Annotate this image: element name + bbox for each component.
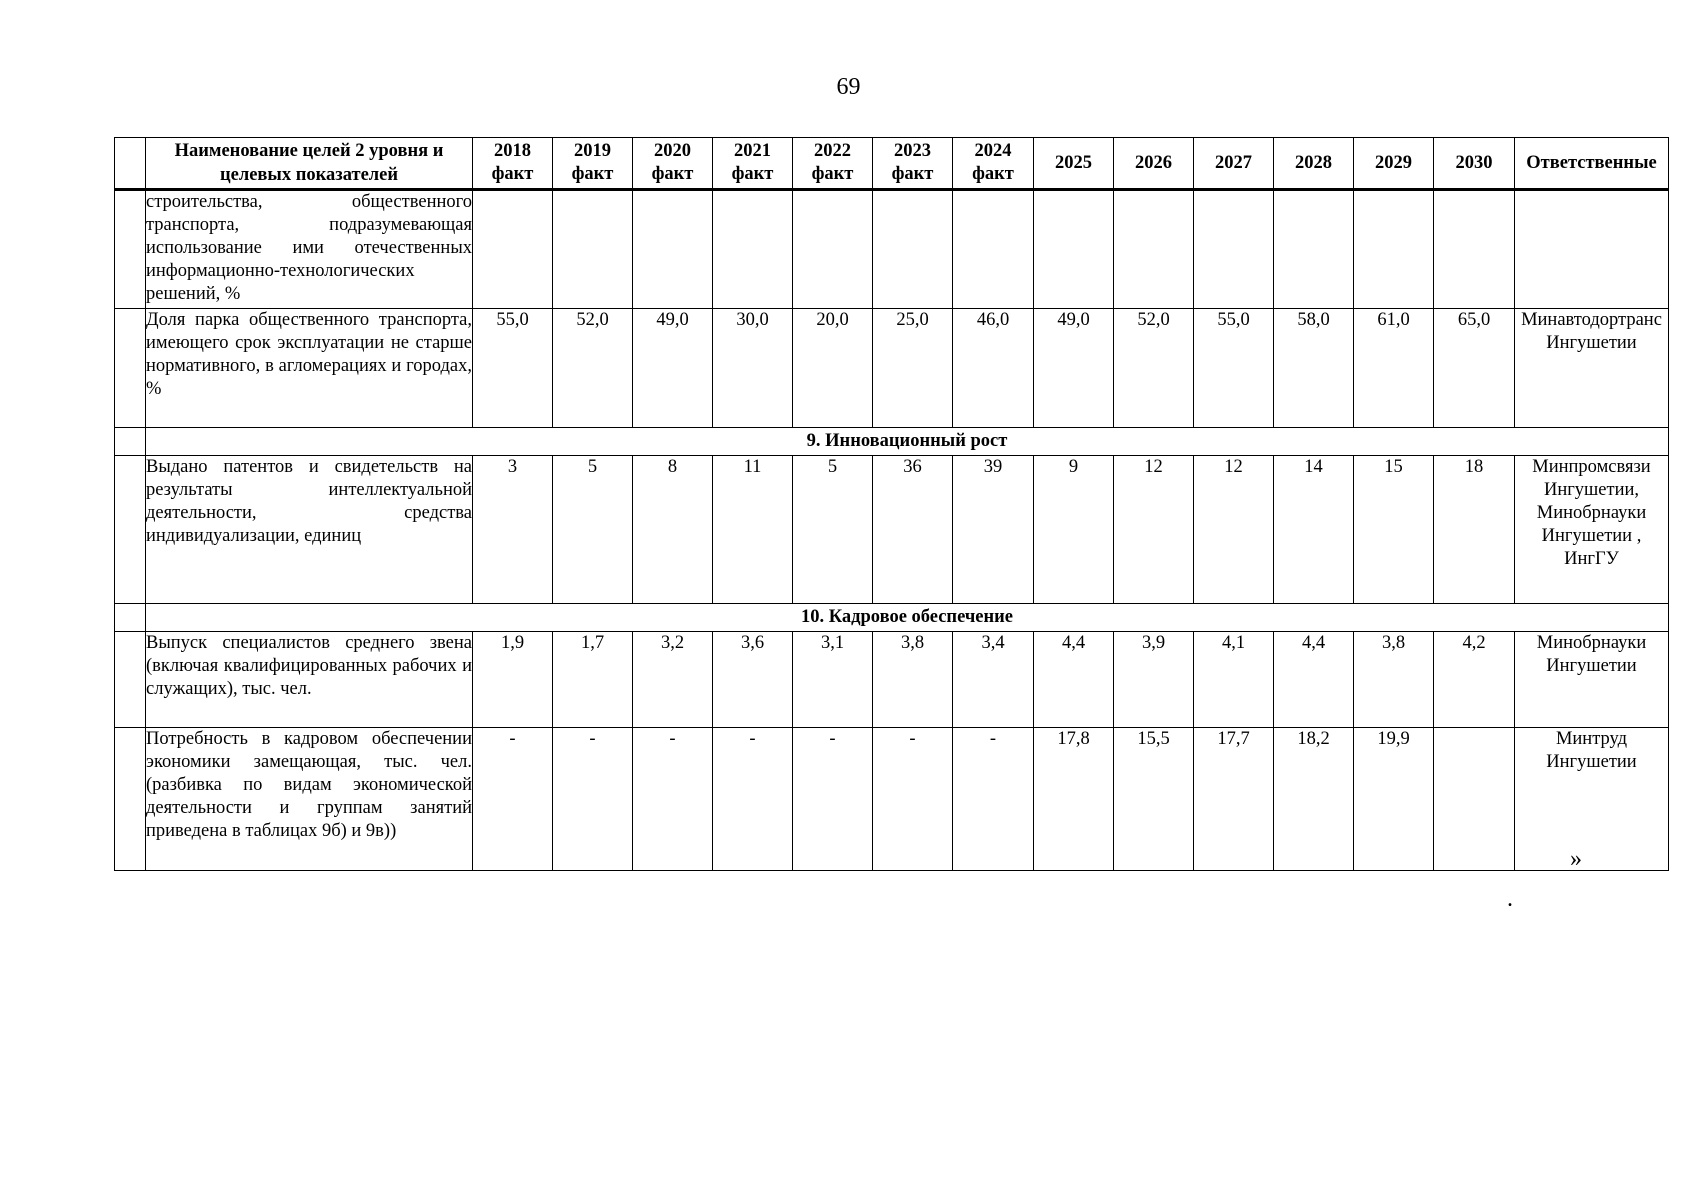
value-cell: 52,0: [553, 309, 633, 428]
indicator-name: Выдано патентов и свидетельств на результаты интеллектуальной деятельности, средства индивидуализации, единиц: [146, 456, 473, 604]
header-year-2025: 2025: [1034, 138, 1114, 190]
header-year-2019: 2019 факт: [553, 138, 633, 190]
value-cell: 25,0: [873, 309, 953, 428]
indicator-name: Потребность в кадровом обеспечении экономики замещающая, тыс. чел. (разбивка по видам экономической деятельности и группам занятий приведена в таблицах 9б) и 9в)): [146, 728, 473, 871]
blank-header-cell: [115, 138, 146, 190]
value-cell: 49,0: [1034, 309, 1114, 428]
header-year-2030: 2030: [1434, 138, 1515, 190]
header-year-2018: 2018 факт: [473, 138, 553, 190]
value-cell: [553, 190, 633, 309]
value-cell: [633, 190, 713, 309]
value-cell: 14: [1274, 456, 1354, 604]
value-cell: 4,2: [1434, 632, 1515, 728]
value-cell: -: [873, 728, 953, 871]
value-cell: 17,8: [1034, 728, 1114, 871]
value-cell: 46,0: [953, 309, 1034, 428]
blank-cell: [115, 728, 146, 871]
value-cell: 3,2: [633, 632, 713, 728]
value-cell: 20,0: [793, 309, 873, 428]
value-cell: -: [713, 728, 793, 871]
value-cell: [1274, 190, 1354, 309]
table-row: [115, 190, 1669, 309]
value-cell: 17,7: [1194, 728, 1274, 871]
table-row: [115, 632, 1669, 728]
value-cell: 11: [713, 456, 793, 604]
value-cell: 18: [1434, 456, 1515, 604]
value-cell: 55,0: [473, 309, 553, 428]
value-cell: 1,9: [473, 632, 553, 728]
value-cell: 49,0: [633, 309, 713, 428]
value-cell: 9: [1034, 456, 1114, 604]
value-cell: 4,1: [1194, 632, 1274, 728]
page-number: 69: [836, 74, 861, 100]
value-cell: 39: [953, 456, 1034, 604]
value-cell: -: [473, 728, 553, 871]
value-cell: -: [633, 728, 713, 871]
header-year-2027: 2027: [1194, 138, 1274, 190]
value-cell: [1434, 190, 1515, 309]
value-cell: [793, 190, 873, 309]
responsible-cell: Минавтодортранс Ингушетии: [1515, 309, 1669, 428]
blank-cell: [115, 604, 146, 632]
value-cell: 55,0: [1194, 309, 1274, 428]
value-cell: 36: [873, 456, 953, 604]
value-cell: 18,2: [1274, 728, 1354, 871]
value-cell: 61,0: [1354, 309, 1434, 428]
header-indicator-name: Наименование целей 2 уровня и целевых показателей: [146, 138, 473, 190]
blank-cell: [115, 190, 146, 309]
blank-cell: [115, 309, 146, 428]
value-cell: [1194, 190, 1274, 309]
header-year-2026: 2026: [1114, 138, 1194, 190]
value-cell: 3,8: [873, 632, 953, 728]
value-cell: 15: [1354, 456, 1434, 604]
value-cell: 3,1: [793, 632, 873, 728]
header-year-2022: 2022 факт: [793, 138, 873, 190]
value-cell: 12: [1114, 456, 1194, 604]
value-cell: 30,0: [713, 309, 793, 428]
blank-cell: [115, 456, 146, 604]
value-cell: [953, 190, 1034, 309]
responsible-cell: Минтруд Ингушетии: [1515, 728, 1669, 871]
table-row: [115, 309, 1669, 428]
indicator-name: строительства, общественного транспорта, подразумевающая использование ими отечественных информационно-технологических решений, %: [146, 190, 473, 309]
value-cell: 12: [1194, 456, 1274, 604]
responsible-cell: Минпромсвязи Ингушетии, Минобрнауки Ингушетии , ИнгГУ: [1515, 456, 1669, 604]
value-cell: 5: [793, 456, 873, 604]
table-header-row: [115, 138, 1669, 190]
value-cell: 58,0: [1274, 309, 1354, 428]
section-title-innovation: 9. Инновационный рост: [146, 428, 1669, 456]
value-cell: 65,0: [1434, 309, 1515, 428]
section-title-staffing: 10. Кадровое обеспечение: [146, 604, 1669, 632]
value-cell: [713, 190, 793, 309]
closing-quote: »: [1570, 846, 1582, 872]
section-row: [115, 604, 1669, 632]
responsible-cell: [1515, 190, 1669, 309]
value-cell: 1,7: [553, 632, 633, 728]
value-cell: 3,8: [1354, 632, 1434, 728]
header-year-2028: 2028: [1274, 138, 1354, 190]
header-year-2024: 2024 факт: [953, 138, 1034, 190]
value-cell: -: [953, 728, 1034, 871]
header-year-2029: 2029: [1354, 138, 1434, 190]
value-cell: 19,9: [1354, 728, 1434, 871]
value-cell: [1434, 728, 1515, 871]
value-cell: -: [553, 728, 633, 871]
value-cell: 4,4: [1034, 632, 1114, 728]
responsible-cell: Минобрнауки Ингушетии: [1515, 632, 1669, 728]
header-year-2020: 2020 факт: [633, 138, 713, 190]
targets-table: [114, 137, 1669, 871]
value-cell: [1114, 190, 1194, 309]
value-cell: 3,6: [713, 632, 793, 728]
header-responsible: Ответственные: [1515, 138, 1669, 190]
value-cell: 15,5: [1114, 728, 1194, 871]
blank-cell: [115, 632, 146, 728]
indicator-name: Выпуск специалистов среднего звена (включая квалифицированных рабочих и служащих), тыс. чел.: [146, 632, 473, 728]
value-cell: 4,4: [1274, 632, 1354, 728]
value-cell: 3,9: [1114, 632, 1194, 728]
table-row: [115, 728, 1669, 871]
value-cell: -: [793, 728, 873, 871]
value-cell: 3,4: [953, 632, 1034, 728]
header-year-2023: 2023 факт: [873, 138, 953, 190]
value-cell: 5: [553, 456, 633, 604]
value-cell: [473, 190, 553, 309]
value-cell: 52,0: [1114, 309, 1194, 428]
section-row: [115, 428, 1669, 456]
indicator-name: Доля парка общественного транспорта, имеющего срок эксплуатации не старше нормативного, в агломерациях и городах, %: [146, 309, 473, 428]
closing-dot: .: [1507, 886, 1513, 912]
value-cell: [1354, 190, 1434, 309]
value-cell: [873, 190, 953, 309]
value-cell: 8: [633, 456, 713, 604]
table-row: [115, 456, 1669, 604]
header-year-2021: 2021 факт: [713, 138, 793, 190]
blank-cell: [115, 428, 146, 456]
value-cell: [1034, 190, 1114, 309]
value-cell: 3: [473, 456, 553, 604]
